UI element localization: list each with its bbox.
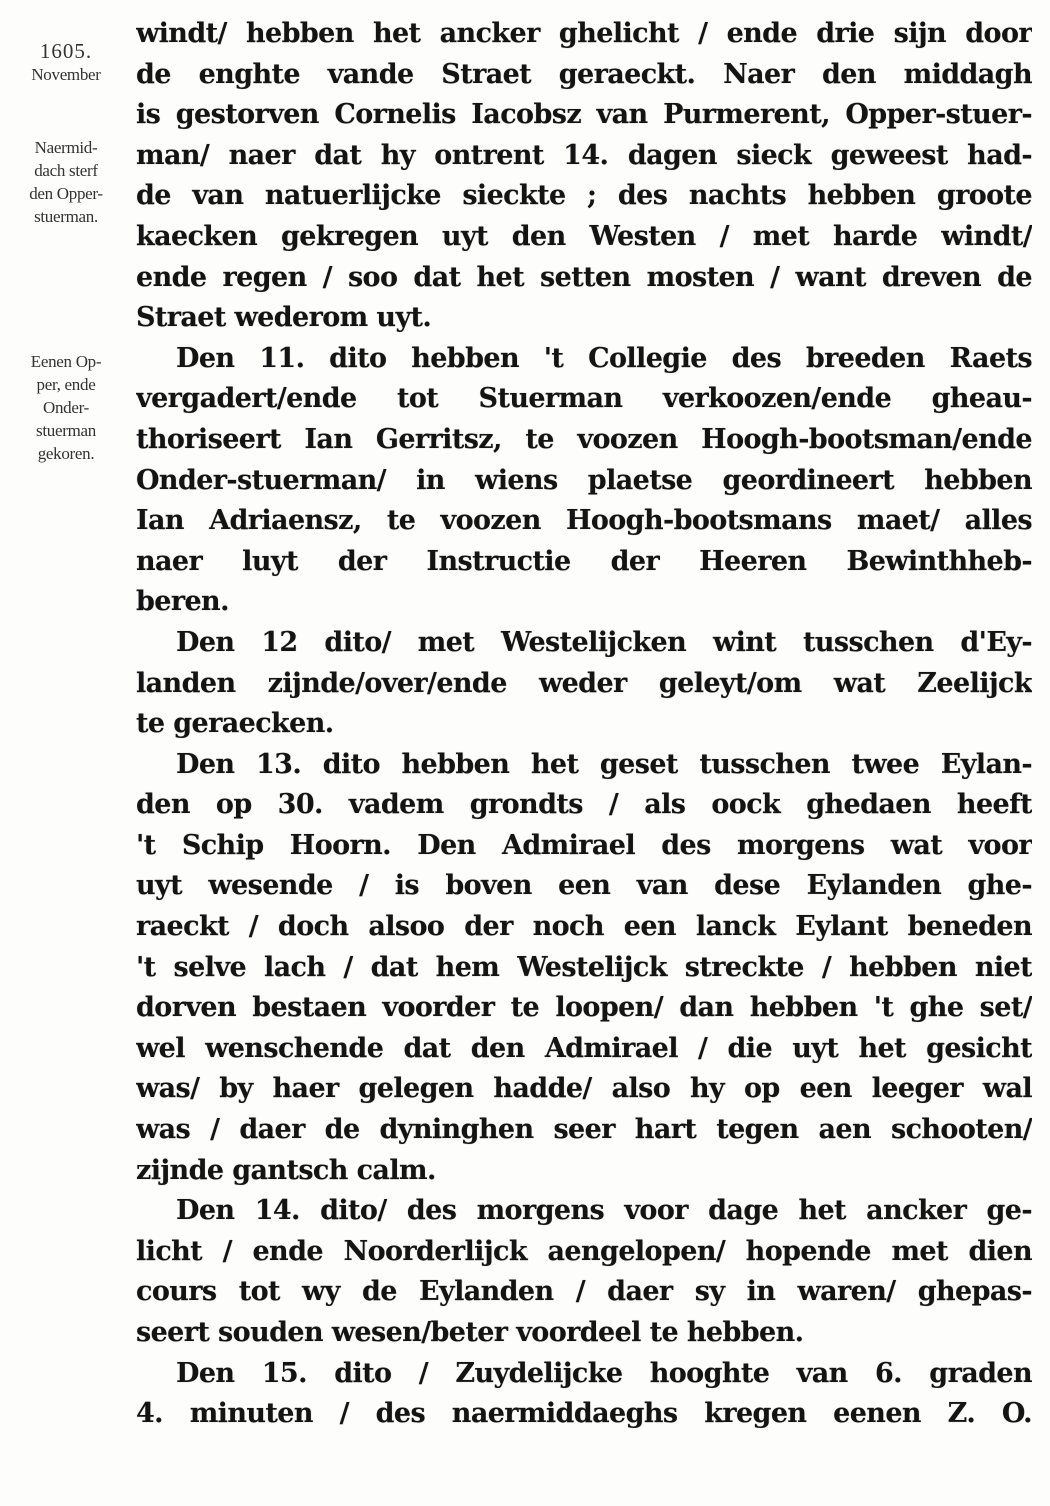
text-line: is gestorven Cornelis Iacobsz van Purmerent, Opper-stuer- — [136, 99, 1032, 131]
margin-note-line: stuerman — [36, 421, 96, 440]
margin-note-line: Eenen Op- — [30, 352, 102, 371]
margin-note-line: per, ende — [36, 375, 96, 394]
margin-note-mates-chosen — [4, 350, 128, 465]
text-line: zijnde gantsch calm. — [136, 1154, 436, 1186]
text-line: licht / ende Noorderlijck aengelopen/ hopende met dien — [136, 1235, 1032, 1267]
text-line: den op 30. vadem grondts / als oock ghedaen heeft — [136, 789, 1032, 821]
text-line: man/ naer dat hy ontrent 14. dagen sieck geweest had- — [136, 139, 1032, 171]
text-line: 4. minuten / des naermiddaeghs kregen eenen Z. O. — [136, 1398, 1032, 1430]
margin-month: November — [31, 65, 101, 84]
text-line: seert souden wesen/beter voordeel te hebben. — [136, 1317, 804, 1348]
text-line: Ian Adriaensz, te voozen Hoogh-bootsmans maet/ alles — [136, 505, 1032, 537]
margin-year: 1605. — [39, 39, 93, 63]
text-line: was/ by haer gelegen hadde/ also hy op een leeger wal — [136, 1073, 1032, 1105]
text-line: raeckt / doch alsoo der noch een lanck Eylant beneden — [136, 911, 1032, 943]
text-line: wel wenschende dat den Admirael / die uyt het gesicht — [136, 1032, 1032, 1064]
text-line: de enghte vande Straet geraeckt. Naer den middagh — [136, 58, 1032, 90]
text-line: kaecken gekregen uyt den Westen / met harde windt/ — [136, 220, 1032, 252]
text-line: beren. — [136, 586, 229, 618]
text-line: naer luyt der Instructie der Heeren Bewinthheb- — [136, 545, 1032, 577]
text-line: ende regen / soo dat het setten mosten / want dreven de — [136, 261, 1032, 293]
text-line: Den 14. dito/ des morgens voor dage het ancker ge- — [176, 1195, 1032, 1227]
text-line: cours tot wy de Eylanden / daer sy in waren/ ghepas- — [136, 1276, 1032, 1308]
text-line: Den 13. dito hebben het geset tusschen twee Eylan- — [176, 748, 1032, 780]
text-line: Den 15. dito / Zuydelijcke hooghte van 6. graden — [176, 1357, 1032, 1389]
journal-body-text — [136, 14, 1032, 1435]
text-line: Straet wederom uyt. — [136, 302, 432, 334]
text-line: Den 12 dito/ met Westelijcken wint tusschen d'Ey- — [176, 626, 1032, 658]
margin-note-line: stuerman. — [34, 207, 98, 226]
text-line: was / daer de dyninghen seer hart tegen aen schooten/ — [136, 1114, 1032, 1146]
text-line: thoriseert Ian Gerritsz, te voozen Hoogh-bootsman/ende — [136, 423, 1032, 455]
margin-note-line: Naermid- — [34, 138, 98, 157]
text-line: vergadert/ende tot Stuerman verkoozen/ende gheau- — [136, 383, 1032, 415]
text-line: 't selve lach / dat hem Westelijck streckte / hebben niet — [136, 951, 1032, 983]
margin-date — [4, 40, 128, 86]
text-line: Den 11. dito hebben 't Collegie des breeden Raets — [176, 342, 1032, 374]
text-line: 't Schip Hoorn. Den Admirael des morgens wat voor — [136, 829, 1032, 861]
margin-note-first-mate-died — [4, 136, 128, 228]
text-line: uyt wesende / is boven een van dese Eylanden ghe- — [136, 870, 1032, 902]
text-line: windt/ hebben het ancker ghelicht / ende drie sijn door — [136, 18, 1032, 49]
text-line: dorven bestaen voorder te loopen/ dan hebben 't ghe set/ — [136, 992, 1032, 1024]
margin-note-line: Onder- — [42, 398, 89, 417]
text-line: de van natuerlijcke sieckte ; des nachts hebben groote — [136, 180, 1032, 212]
text-line: Onder-stuerman/ in wiens plaetse geordineert hebben — [136, 464, 1032, 496]
margin-note-line: den Opper- — [29, 184, 103, 203]
text-line: te geraecken. — [136, 708, 334, 740]
margin-note-line: dach sterf — [34, 161, 98, 180]
text-line: landen zijnde/over/ende weder geleyt/om wat Zeelijck — [136, 667, 1032, 699]
margin-note-line: gekoren. — [37, 444, 95, 463]
